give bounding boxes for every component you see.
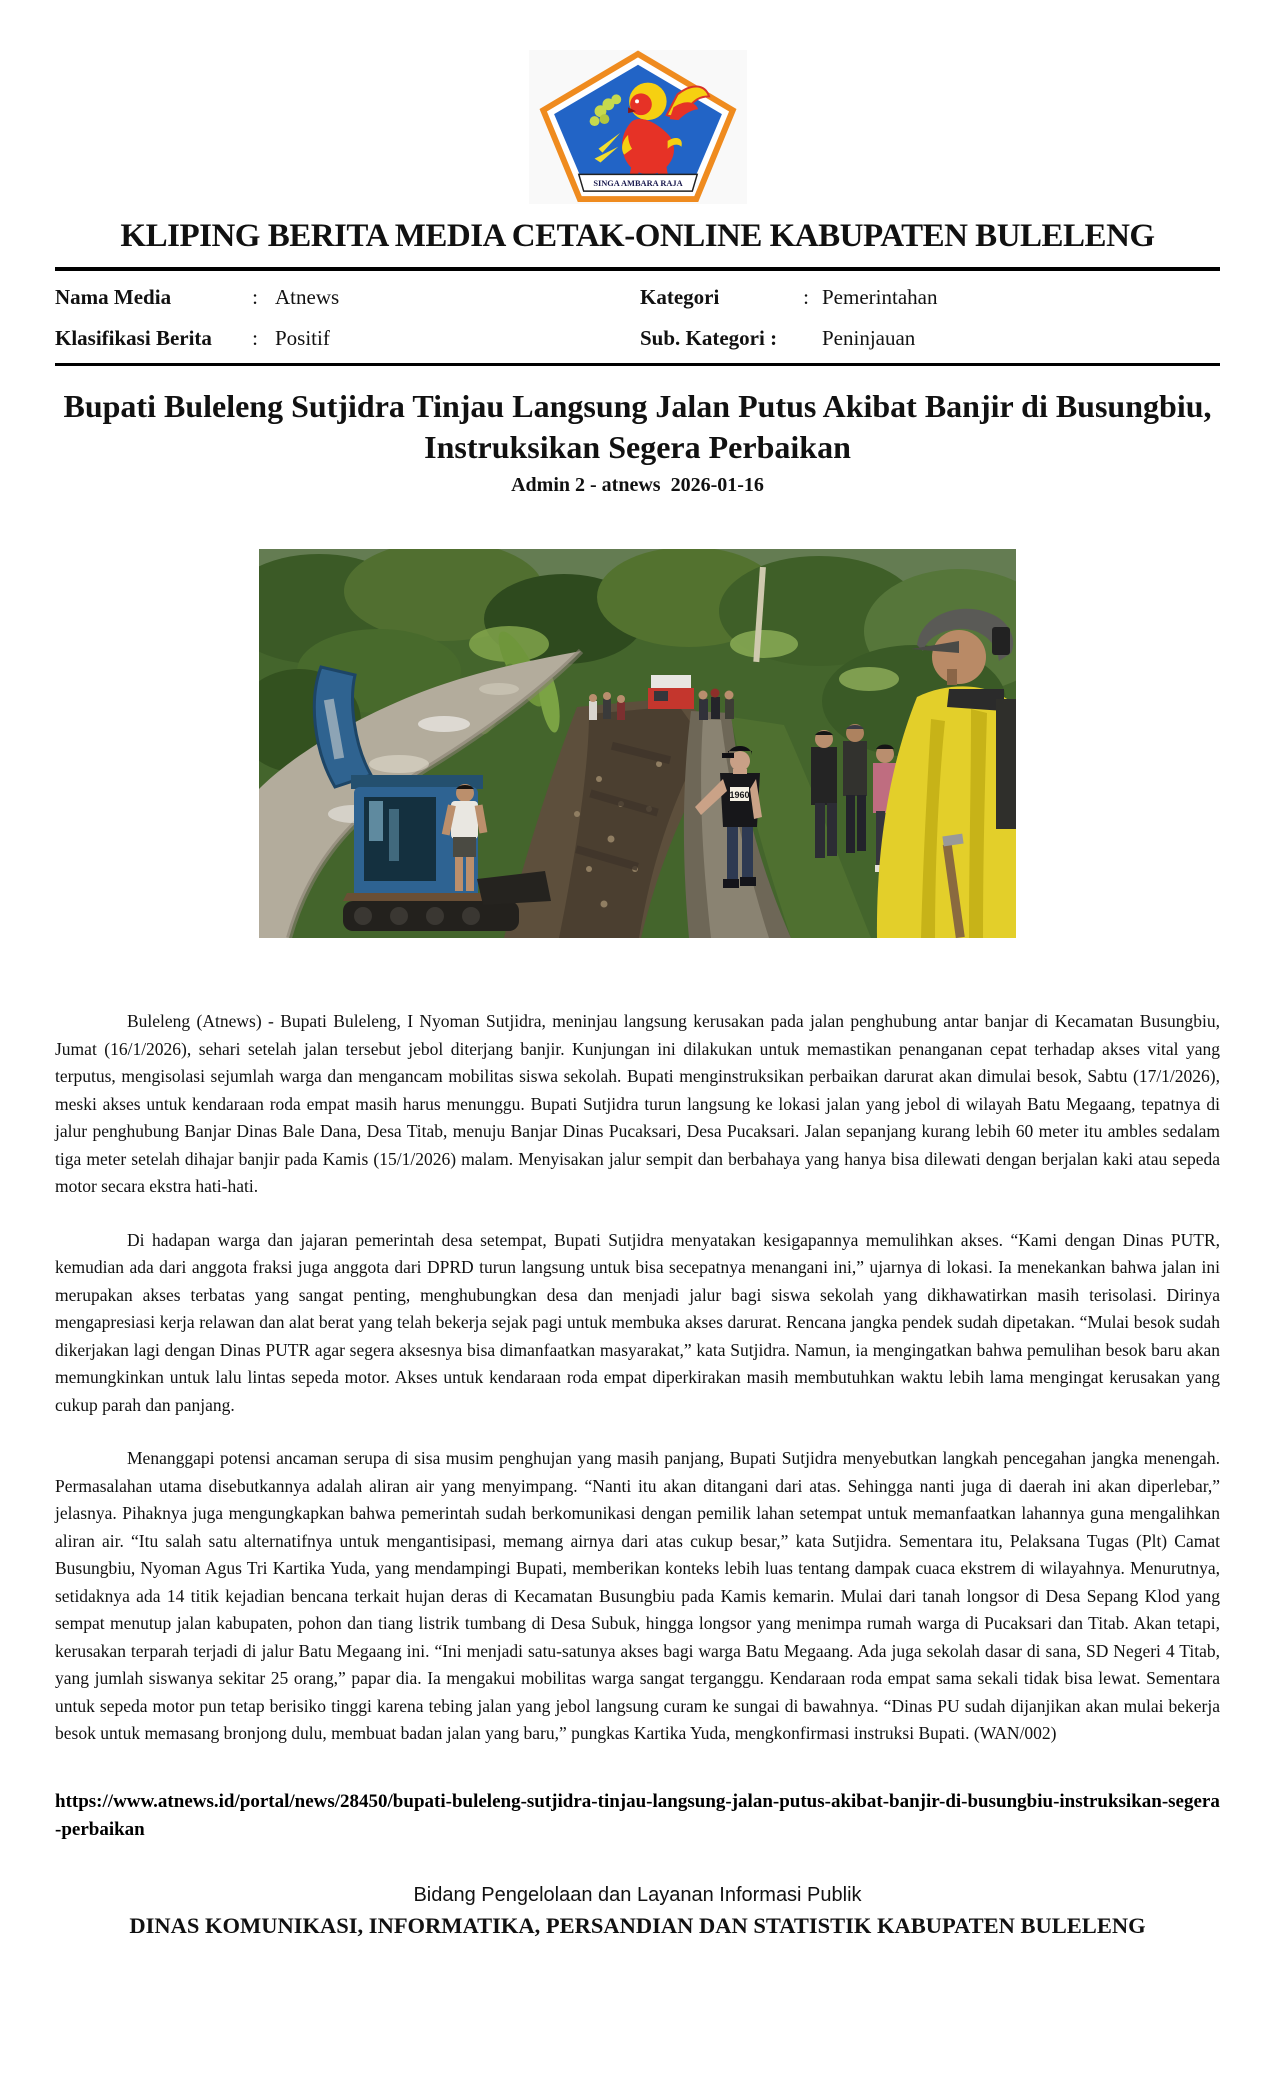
truck [648, 675, 694, 709]
meta-value: Peninjauan [822, 326, 916, 350]
crest-banner-text: SINGA AMBARA RAJA [592, 179, 683, 189]
meta-colon: : [252, 326, 258, 350]
meta-value: Positif [275, 326, 330, 350]
meta-label: Sub. Kategori : [640, 326, 778, 350]
meta-sub-kategori [640, 326, 1220, 351]
divider-meta [55, 363, 1220, 366]
metadata-table [55, 285, 1220, 351]
footer-agency: DINAS KOMUNIKASI, INFORMATIKA, PERSANDIAN DAN STATISTIK KABUPATEN BULELENG [129, 1912, 1146, 1938]
shirt-text: 1960 [729, 790, 750, 800]
document-title: KLIPING BERITA MEDIA CETAK-ONLINE KABUPATEN BULELENG [120, 218, 1155, 254]
meta-label: Nama Media [55, 285, 172, 309]
meta-value: Pemerintahan [822, 285, 938, 309]
document-footer [55, 1884, 1220, 1939]
meta-nama-media [55, 285, 640, 310]
article-byline: Admin 2 - atnews 2026-01-16 [511, 474, 764, 496]
meta-value: Atnews [275, 285, 340, 309]
paragraph-3: Menanggapi potensi ancaman serupa di sisa musim penghujan yang masih panjang, Bupati Sutjidra menyebutkan langkah pencegahan jangka menengah. Permasalahan utama disebutkannya adalah aliran air yang menyimpang. “Nanti itu akan ditangani dari atas. Sehingga nanti juga di daerah ini akan diperlebar,” jelasnya. Pihaknya juga mengungkapkan bahwa pemerintah sudah berkomunikasi dengan pemilik lahan setempat untuk memanfaatkan lahannya guna mengalihkan aliran air. “Itu salah satu alternatifnya untuk mengantisipasi, memang airnya dari atas cukup besar,” kata Sutjidra. Sementara itu, Pelaksana Tugas (Plt) Camat Busungbiu, Nyoman Agus Tri Kartika Yuda, yang mendampingi Bupati, memberikan konteks lebih luas tentang dampak cuaca ekstrem di wilayahnya. Menurutnya, setidaknya ada 14 titik kejadian bencana terkait hujan deras di Kecamatan Busungbiu pada Kamis kemarin. Mulai dari tanah longsor di Desa Sepang Klod yang sempat menutup jalan kabupaten, pohon dan tiang listrik tumbang di Desa Subuk, hingga longsor yang menimpa rumah warga di Pucaksari dan Titab. Akan tetapi, kerusakan terparah terjadi di jalur Batu Megaang ini. “Ini menjadi satu-satunya akses bagi warga Batu Megaang. Ada juga sekolah dasar di sana, SD Negeri 4 Titab, yang jumlah siswanya sekitar 25 orang,” papar dia. Ia mengakui mobilitas warga sangat terganggu. Kendaraan roda empat sama sekali tidak bisa lewat. Sementara untuk sepeda motor pun tetap berisiko tinggi karena tebing jalan yang jebol langsung curam ke sungai di bawahnya. “Dinas PU sudah dijanjikan akan mulai bekerja besok untuk memasang bronjong dulu, membuat badan jalan yang baru,” pungkas Kartika Yuda, mengkonfirmasi instruksi Bupati. (WAN/002) [55, 1448, 1220, 1743]
paragraph-2: Di hadapan warga dan jajaran pemerintah desa setempat, Bupati Sutjidra menyatakan kesigapannya memulihkan akses. “Kami dengan Dinas PUTR, kemudian ada dari anggota fraksi juga anggota dari DPRD turun langsung untuk bisa secepatnya menangani ini,” ujarnya di lokasi. Ia menekankan bahwa jalan ini merupakan akses terbatas yang sangat penting, menghubungkan desa dan menjadi jalur bagi siswa sekolah yang dikhawatirkan masih terisolasi. Dirinya mengapresiasi kerja relawan dan alat berat yang telah bekerja sejak pagi untuk membuka akses darurat. Rencana jangka pendek sudah dipetakan. “Mulai besok sudah dikerjakan lagi dengan Dinas PUTR agar segera aksesnya bisa dimanfaatkan masyarakat,” kata Sutjidra. Namun, ia mengingatkan bahwa pemulihan besok baru akan memungkinkan untuk lalu lintas sepeda motor. Akses untuk kendaraan roda empat diperkirakan masih membutuhkan waktu lebih lama mengingat kerusakan yang cukup parah dan panjang. [55, 1229, 1220, 1415]
meta-label: Kategori [640, 285, 720, 309]
footer-division: Bidang Pengelolaan dan Layanan Informasi Publik [413, 1883, 862, 1906]
meta-kategori [640, 285, 1220, 310]
divider-top [55, 267, 1220, 271]
source-url-link[interactable]: https://www.atnews.id/portal/news/28450/bupati-buleleng-sutjidra-tinjau-langsung-jalan-putus-akibat-banjir-di-busungbiu-instruksikan-segera-perbaikan [55, 1790, 1220, 1840]
photo-illustration [259, 549, 1016, 938]
crest-banner [578, 174, 696, 191]
crest-pentagon-icon [529, 50, 747, 204]
meta-klasifikasi-berita [55, 326, 640, 351]
article-headline: Bupati Buleleng Sutjidra Tinjau Langsung Jalan Putus Akibat Banjir di Busungbiu, Instruksikan Segera Perbaikan [63, 388, 1212, 465]
meta-label: Klasifikasi Berita [55, 326, 212, 350]
buleleng-crest-logo [529, 50, 747, 204]
meta-colon: : [252, 285, 258, 309]
article-photo [259, 549, 1016, 938]
article-body [55, 1008, 1220, 1748]
meta-colon: : [803, 285, 809, 309]
paragraph-1: Buleleng (Atnews) - Bupati Buleleng, I Nyoman Sutjidra, meninjau langsung kerusakan pada jalan penghubung antar banjar di Kecamatan Busungbiu, Jumat (16/1/2026), sehari setelah jalan tersebut jebol diterjang banjir. Kunjungan ini dilakukan untuk memastikan penanganan cepat terhadap akses vital yang terputus, mengisolasi sejumlah warga dan mengancam mobilitas siswa sekolah. Bupati menginstruksikan perbaikan darurat akan dimulai besok, Sabtu (17/1/2026), meski akses untuk kendaraan roda empat masih harus menunggu. Bupati Sutjidra turun langsung ke lokasi jalan yang jebol di wilayah Batu Megaang, tepatnya di jalur penghubung Banjar Dinas Bale Dana, Desa Titab, menuju Banjar Dinas Pucaksari, Desa Pucaksari. Jalan sepanjang kurang lebih 60 meter itu ambles sedalam tiga meter setelah dihajar banjir pada Kamis (15/1/2026) malam. Menyisakan jalur sempit dan berbahaya yang hanya bisa dilewati dengan berjalan kaki atau sepeda motor secara ekstra hati-hati. [55, 1011, 1220, 1196]
